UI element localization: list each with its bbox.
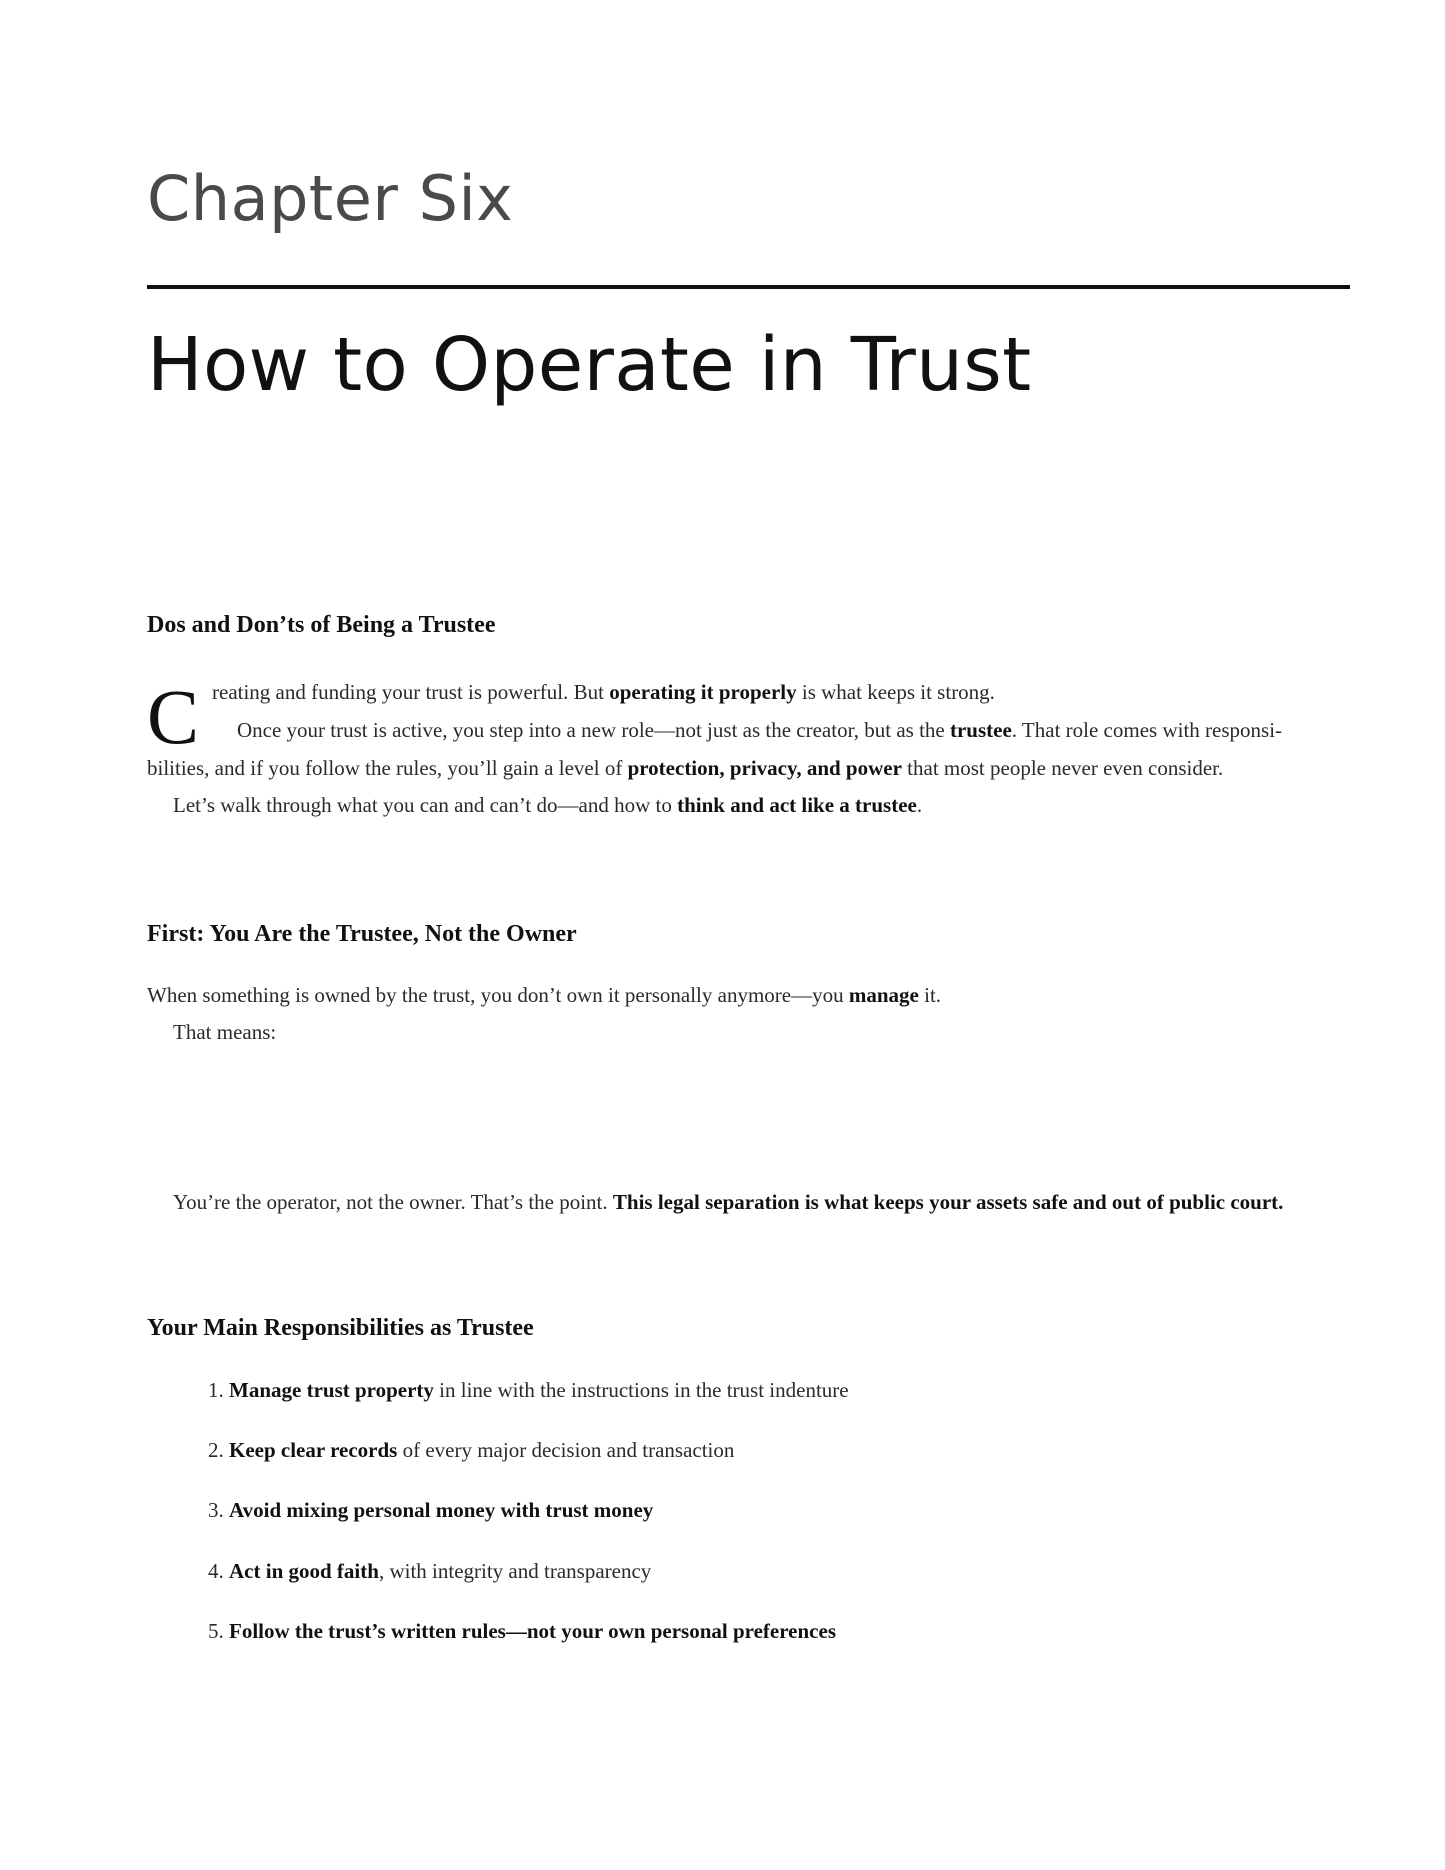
- list-item: [208, 1500, 653, 1521]
- bold-text-run: operating it properly: [609, 680, 797, 704]
- text-run: Once your trust is active, you step into a new role—not just as the creator, but as the: [237, 718, 950, 742]
- text-run: , with integrity and transparency: [378, 1559, 652, 1583]
- list-item: [208, 1440, 734, 1461]
- bold-text-run: protection, privacy, and power: [627, 756, 902, 780]
- paragraph-line: That means:: [173, 1020, 277, 1044]
- text-run: You’re the operator, not the owner. That’s the point.: [173, 1190, 613, 1214]
- bold-text-run: think and act like a trustee: [677, 793, 917, 817]
- text-run: bilities, and if you follow the rules, you’ll gain a level of: [147, 756, 628, 780]
- paragraph-line: [237, 720, 1282, 741]
- drop-cap: C: [147, 673, 200, 760]
- list-item: [208, 1380, 849, 1401]
- bold-text-run: manage: [848, 983, 919, 1007]
- section-heading-trustee-not-owner: First: You Are the Trustee, Not the Owner: [147, 921, 577, 947]
- text-run: of every major decision and transaction: [397, 1438, 735, 1462]
- list-number: 2.: [208, 1438, 224, 1462]
- paragraph-line: [173, 1192, 1283, 1213]
- text-run: that most people never even consider.: [901, 756, 1224, 780]
- bold-text-run: trustee: [949, 718, 1012, 742]
- chapter-divider: [147, 285, 1350, 289]
- bold-text-run: Keep clear records: [229, 1438, 398, 1462]
- text-run: Let’s walk through what you can and can’t do—and how to: [173, 793, 678, 817]
- intro-paragraph-line: [212, 682, 995, 703]
- section-heading-responsibilities: Your Main Responsibilities as Trustee: [147, 1315, 534, 1341]
- bold-text-run: Act in good faith: [229, 1559, 379, 1583]
- text-run: When something is owned by the trust, you don’t own it personally anymore—you: [147, 983, 849, 1007]
- bold-text-run: Manage trust property: [229, 1378, 434, 1402]
- paragraph-line: [147, 758, 1223, 779]
- list-number: 1.: [208, 1378, 224, 1402]
- text-run: .: [916, 793, 923, 817]
- bold-text-run: Follow the trust’s written rules—not your own personal preferences: [229, 1619, 836, 1643]
- list-item: [208, 1561, 651, 1582]
- bold-text-run: This legal separation is what keeps your assets safe and out of public court.: [612, 1190, 1284, 1214]
- text-run: reating and funding your trust is powerful. But: [212, 680, 610, 704]
- list-number: 5.: [208, 1619, 224, 1643]
- text-run: in line with the instructions in the trust indenture: [433, 1378, 849, 1402]
- list-item: [208, 1621, 836, 1642]
- list-number: 3.: [208, 1498, 224, 1522]
- chapter-title: How to Operate in Trust: [147, 322, 1032, 408]
- text-run: it.: [918, 983, 942, 1007]
- paragraph-line: [173, 795, 922, 816]
- bold-text-run: Avoid mixing personal money with trust money: [229, 1498, 654, 1522]
- text-run: is what keeps it strong.: [796, 680, 995, 704]
- list-number: 4.: [208, 1559, 224, 1583]
- paragraph-line: [147, 985, 941, 1006]
- section-heading-dos-donts: Dos and Don’ts of Being a Trustee: [147, 612, 496, 638]
- chapter-label: Chapter Six: [147, 162, 514, 235]
- text-run: . That role comes with responsi-: [1011, 718, 1283, 742]
